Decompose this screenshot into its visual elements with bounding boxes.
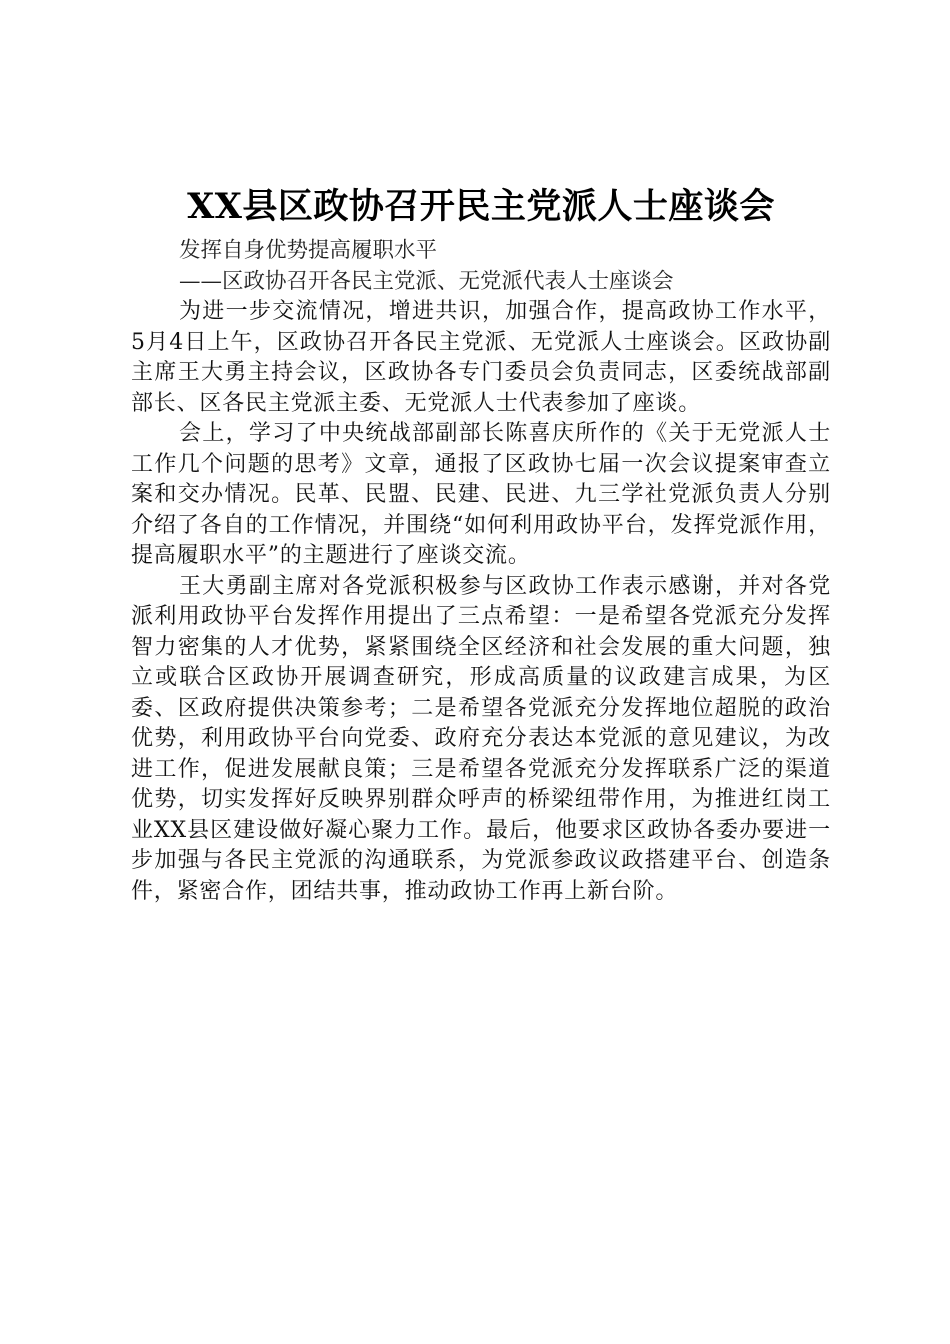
paragraph-2: 会上，学习了中央统战部副部长陈喜庆所作的《关于无党派人士工作几个问题的思考》文章，通报了区政协七届一次会议提案审查立案和交办情况。民革、民盟、民建、民进、九三学社党派负责人分别介绍了各自的工作情况，并围绕“如何利用政协平台，发挥党派作用，提高履职水平”的主题进行了座谈交流。 (131, 421, 831, 568)
paragraph-1: 为进一步交流情况，增进共识，加强合作，提高政协工作水平，5月4日上午，区政协召开各民主党派、无党派人士座谈会。区政协副主席王大勇主持会议，区政协各专门委员会负责同志，区委统战部副部长、区各民主党派主委、无党派人士代表参加了座谈。 (131, 299, 831, 416)
document-title: XX县区政协召开民主党派人士座谈会 (187, 186, 775, 227)
subtitle-secondary: ——区政协召开各民主党派、无党派代表人士座谈会 (179, 268, 674, 294)
document-body (131, 178, 831, 907)
paragraph-3: 王大勇副主席对各党派积极参与区政协工作表示感谢，并对各党派利用政协平台发挥作用提出了三点希望：一是希望各党派充分发挥智力密集的人才优势，紧紧围绕全区经济和社会发展的重大问题，独立或联合区政协开展调查研究，形成高质量的议政建言成果，为区委、区政府提供决策参考；二是希望各党派充分发挥地位超脱的政治优势，利用政协平台向党委、政府充分表达本党派的意见建议，为改进工作，促进发展献良策；三是希望各党派充分发挥联系广泛的渠道优势，切实发挥好反映界别群众呼声的桥梁纽带作用，为推进红岗工业XX县区建设做好凝心聚力工作。最后，他要求区政协各委办要进一步加强与各民主党派的沟通联系，为党派参政议政搭建平台、创造条件，紧密合作，团结共事，推动政协工作再上新台阶。 (131, 573, 831, 904)
subtitle-main: 发挥自身优势提高履职水平 (179, 238, 438, 263)
